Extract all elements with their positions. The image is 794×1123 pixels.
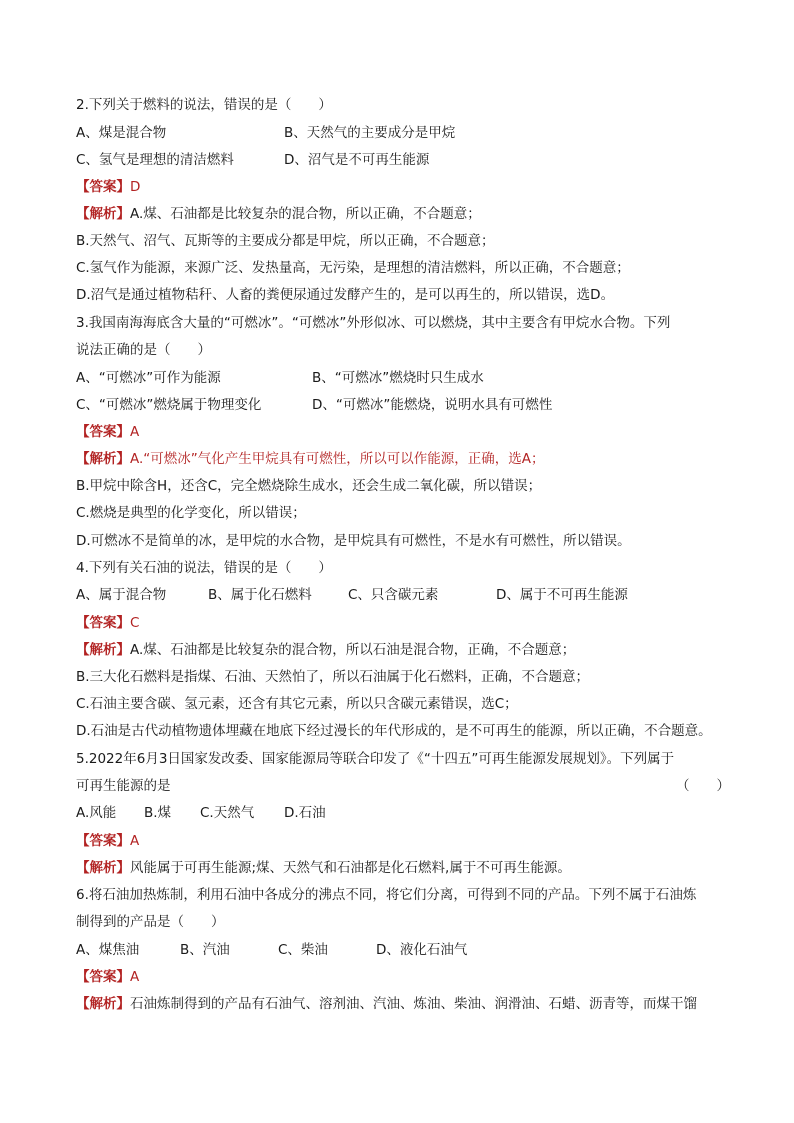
answer-value: D [130, 179, 141, 195]
q4-option-d: D、属于不可再生能源 [496, 587, 628, 603]
q4-option-b: B、属于化石燃料 [208, 587, 312, 603]
answer-tag: 【答案】 [76, 615, 130, 631]
answer-value: A [130, 833, 140, 849]
q2-analysis-2: B.天然气、沼气、瓦斯等的主要成分都是甲烷，所以正确，不合题意； [76, 233, 495, 249]
q2-analysis-3: C.氢气作为能源，来源广泛、发热量高，无污染，是理想的清洁燃料，所以正确，不合题意； [76, 260, 630, 276]
answer-value: C [130, 615, 140, 631]
analysis-text: A.煤、石油都是比较复杂的混合物，所以石油是混合物，正确，不合题意； [130, 642, 576, 658]
q5-option-d: D.石油 [284, 805, 326, 821]
analysis-tag: 【解析】 [76, 996, 130, 1012]
q6-analysis [76, 995, 697, 1013]
analysis-text: 风能属于可再生能源;煤、天然气和石油都是化石燃料,属于不可再生能源。 [130, 860, 571, 876]
q2-analysis-1 [76, 205, 481, 223]
q5-stem-2 [76, 777, 730, 795]
answer-value: A [130, 424, 140, 440]
q2-option-b: B、天然气的主要成分是甲烷 [284, 125, 456, 141]
analysis-tag: 【解析】 [76, 206, 130, 222]
q6-stem-2: 制得到的产品是（ ） [76, 914, 225, 930]
analysis-text: 石油炼制得到的产品有石油气、溶剂油、汽油、炼油、柴油、润滑油、石蜡、沥青等，而煤干馏 [130, 996, 697, 1012]
q2-stem: 2.下列关于燃料的说法，错误的是（ ） [76, 97, 332, 113]
q4-analysis-4: D.石油是古代动植物遗体埋藏在地底下经过漫长的年代形成的，是不可再生的能源，所以正确，不合题意。 [76, 723, 712, 739]
q3-option-b: B、“可燃冰”燃烧时只生成水 [312, 370, 484, 386]
q6-option-d: D、液化石油气 [376, 942, 468, 958]
answer-tag: 【答案】 [76, 833, 130, 849]
q2-option-a: A、煤是混合物 [76, 125, 167, 141]
q4-answer [76, 614, 139, 632]
q2-option-c: C、氢气是理想的清洁燃料 [76, 152, 234, 168]
q3-analysis-3: C.燃烧是典型的化学变化，所以错误； [76, 505, 306, 521]
q3-answer [76, 423, 139, 441]
q2-analysis-4: D.沼气是通过植物秸秆、人畜的粪便尿通过发酵产生的，是可以再生的，所以错误，选D。 [76, 287, 615, 303]
q4-option-a: A、属于混合物 [76, 587, 167, 603]
answer-tag: 【答案】 [76, 969, 130, 985]
q5-option-a: A.风能 [76, 805, 117, 821]
q3-analysis-4: D.可燃冰不是简单的冰，是甲烷的水合物，是甲烷具有可燃性，不是水有可燃性，所以错误。 [76, 533, 631, 549]
analysis-tag: 【解析】 [76, 642, 130, 658]
q5-answer [76, 832, 139, 850]
q5-bracket: （ ） [676, 778, 730, 794]
q2-answer [76, 178, 140, 196]
analysis-tag: 【解析】 [76, 451, 130, 467]
q5-stem-1: 5.2022年6月3日国家发改委、国家能源局等联合印发了《“十四五”可再生能源发展规划》。下列属于 [76, 751, 675, 767]
q6-option-a: A、煤焦油 [76, 942, 140, 958]
q4-option-c: C、只含碳元素 [348, 587, 439, 603]
q3-stem-2: 说法正确的是（ ） [76, 342, 211, 358]
q4-analysis-1 [76, 641, 575, 659]
analysis-tag: 【解析】 [76, 860, 130, 876]
q3-option-c: C、“可燃冰”燃烧属于物理变化 [76, 397, 262, 413]
answer-tag: 【答案】 [76, 424, 130, 440]
q3-analysis-2: B.甲烷中除含H，还含C，完全燃烧除生成水，还会生成二氧化碳，所以错误； [76, 478, 542, 494]
analysis-text: A.煤、石油都是比较复杂的混合物，所以正确，不合题意； [130, 206, 481, 222]
q3-option-d: D、“可燃冰”能燃烧，说明水具有可燃性 [312, 397, 553, 413]
analysis-text: A.“可燃冰”气化产生甲烷具有可燃性，所以可以作能源，正确，选A； [130, 451, 545, 467]
q3-analysis-1 [76, 450, 545, 468]
q6-option-b: B、汽油 [180, 942, 230, 958]
q6-option-c: C、柴油 [278, 942, 328, 958]
q2-option-d: D、沼气是不可再生能源 [284, 152, 430, 168]
q5-option-b: B.煤 [144, 805, 172, 821]
q5-option-c: C.天然气 [200, 805, 255, 821]
q3-stem-1: 3.我国南海海底含大量的“可燃冰”。“可燃冰”外形似冰、可以燃烧，其中主要含有甲烷水合物。下列 [76, 315, 671, 331]
q4-analysis-2: B.三大化石燃料是指煤、石油、天然怕了，所以石油属于化石燃料，正确，不合题意； [76, 669, 590, 685]
q6-answer [76, 968, 139, 986]
q5-analysis [76, 859, 571, 877]
q6-stem-1: 6.将石油加热炼制，利用石油中各成分的沸点不同，将它们分离，可得到不同的产品。下列不属于石油炼 [76, 887, 697, 903]
q4-stem: 4.下列有关石油的说法，错误的是（ ） [76, 560, 332, 576]
answer-tag: 【答案】 [76, 179, 130, 195]
answer-value: A [130, 969, 140, 985]
q3-option-a: A、“可燃冰”可作为能源 [76, 370, 221, 386]
q4-analysis-3: C.石油主要含碳、氢元素，还含有其它元素，所以只含碳元素错误，选C； [76, 696, 518, 712]
q5-stem-text: 可再生能源的是 [76, 778, 171, 794]
